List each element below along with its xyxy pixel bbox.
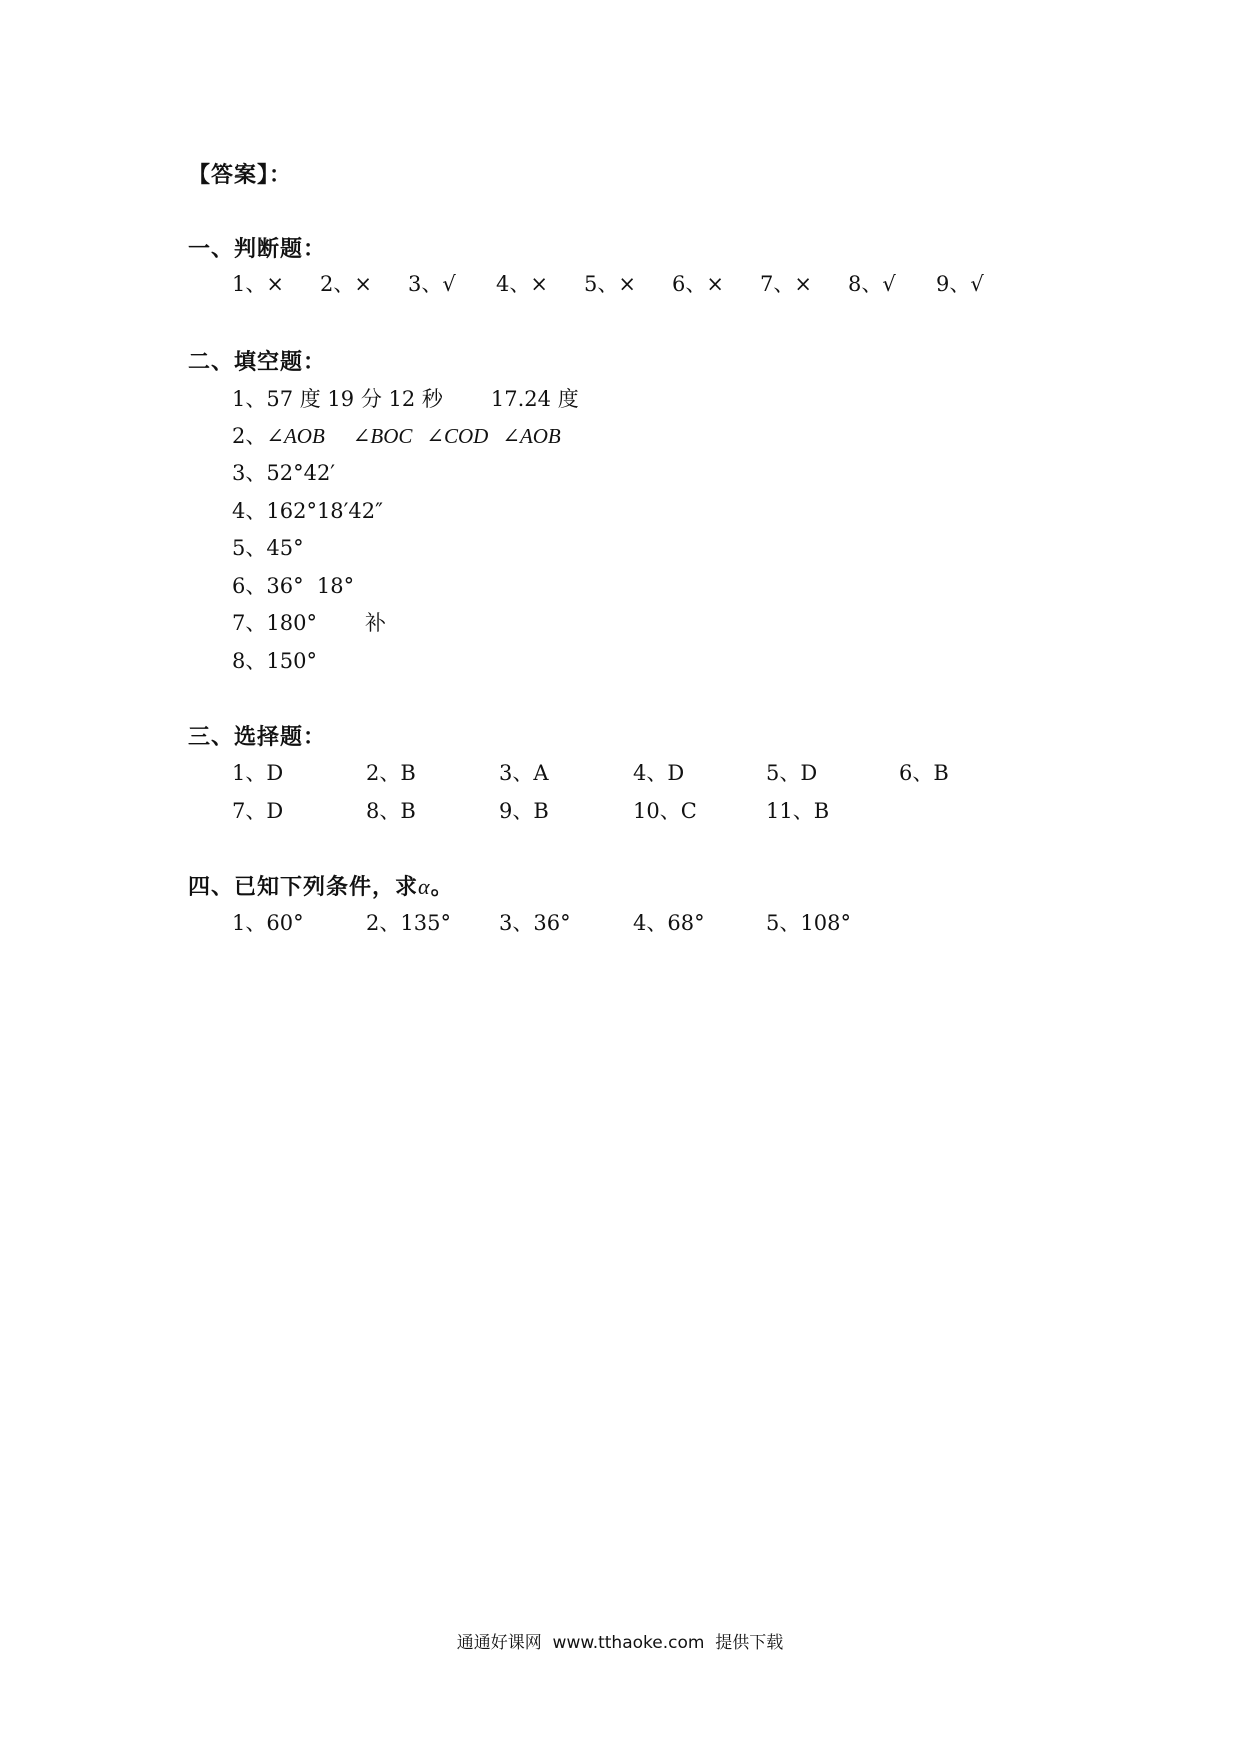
fill-answer-7	[232, 607, 386, 637]
answer-item: 2、×	[320, 272, 372, 296]
page-title: 【答案】：	[188, 162, 293, 188]
fill-answer-3: 3、52°42′	[232, 461, 336, 485]
answer-item: 9、√	[936, 272, 984, 296]
fill-answer-5: 5、45°	[232, 536, 304, 560]
angle-boc: ∠BOC	[352, 424, 413, 448]
fill-answer-8: 8、150°	[232, 649, 317, 673]
answer-item: 8、B	[366, 799, 416, 823]
answer-item: 5、×	[584, 272, 636, 296]
answer-item: 3、√	[408, 272, 456, 296]
section-4-heading-text: 四、已知下列条件，求	[188, 874, 419, 900]
answer-item: 5、D	[766, 761, 818, 785]
fill-answer-7-b: 补	[364, 611, 386, 635]
fill-answer-1-b: 17.24 度	[490, 387, 579, 411]
fill-answer-2-number: 2、	[232, 424, 267, 448]
answer-item: 4、×	[496, 272, 548, 296]
answer-item: 2、135°	[366, 911, 451, 935]
angle-cod: ∠COD	[426, 424, 489, 448]
choice-answers-row-1	[232, 757, 1032, 787]
answer-item: 3、A	[499, 761, 549, 785]
answer-item: 4、D	[633, 761, 685, 785]
answer-item: 7、×	[760, 272, 812, 296]
answer-item: 8、√	[848, 272, 896, 296]
section-heading-fill-blank: 二、填空题：	[188, 349, 327, 375]
answer-item: 7、D	[232, 799, 284, 823]
section-4-heading-end: 。	[430, 874, 454, 900]
fill-answer-7-a: 7、180°	[232, 611, 317, 635]
judgement-answers-row	[232, 268, 1052, 298]
answer-item: 4、68°	[633, 911, 705, 935]
section-heading-find-alpha	[188, 870, 454, 901]
answer-item: 1、×	[232, 272, 284, 296]
section-heading-judgement: 一、判断题：	[188, 236, 327, 262]
fill-answer-6: 6、36° 18°	[232, 574, 355, 598]
answer-item: 6、B	[899, 761, 949, 785]
alpha-symbol: α	[418, 874, 431, 899]
angle-aob: ∠AOB	[266, 424, 325, 448]
angle-aob-2: ∠AOB	[502, 424, 561, 448]
answer-item: 6、×	[672, 272, 724, 296]
answer-item: 9、B	[499, 799, 549, 823]
fill-answer-1-a: 1、57 度 19 分 12 秒	[232, 387, 443, 411]
answer-item: 5、108°	[766, 911, 851, 935]
fill-answer-4: 4、162°18′42″	[232, 499, 383, 523]
answer-item: 1、D	[232, 761, 284, 785]
fill-answer-2	[232, 420, 561, 450]
alpha-answers-row	[232, 907, 1032, 937]
answer-item: 11、B	[766, 799, 830, 823]
choice-answers-row-2	[232, 795, 1032, 825]
page-footer: 通通好课网 www.tthaoke.com 提供下载	[456, 1633, 784, 1653]
fill-answer-1	[232, 383, 579, 413]
answer-item: 2、B	[366, 761, 416, 785]
answer-item: 1、60°	[232, 911, 304, 935]
section-heading-choice: 三、选择题：	[188, 724, 327, 750]
answer-item: 3、36°	[499, 911, 571, 935]
answer-item: 10、C	[633, 799, 697, 823]
